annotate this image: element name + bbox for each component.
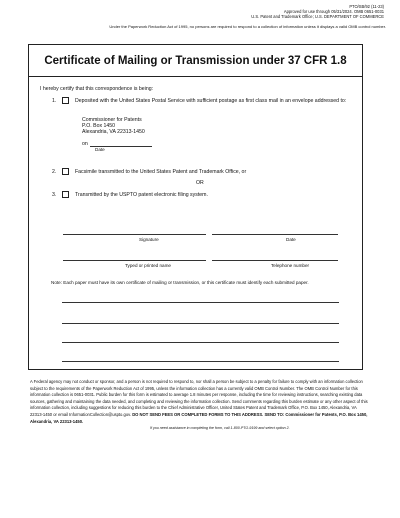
option-2-text: Facsimile transmitted to the United States Patent and Trademark Office, or xyxy=(75,169,247,175)
paper-id-line-2[interactable] xyxy=(62,323,339,324)
on-label: on xyxy=(82,141,88,147)
paper-id-line-3[interactable] xyxy=(62,342,339,343)
telephone-field[interactable] xyxy=(212,260,338,261)
agency-line: U.S. Patent and Trademark Office; U.S. DEPARTMENT OF COMMERCE xyxy=(251,14,384,19)
typed-name-label: Typed or printed name xyxy=(125,263,171,268)
option-1-checkbox[interactable] xyxy=(62,97,69,104)
certificate-frame xyxy=(28,44,363,370)
option-2-number: 2. xyxy=(52,169,57,175)
option-2-checkbox[interactable] xyxy=(62,168,69,175)
intro-text: I hereby certify that this correspondence is being: xyxy=(40,86,154,92)
omb-approval: Approved for use through 05/31/2024. OMB 0651-0031 xyxy=(283,9,384,14)
telephone-label: Telephone number xyxy=(271,263,310,268)
burden-text: A Federal agency may not conduct or sponsor, and a person is not required to respond to, nor shall a person be subject to a penalty for failure to comply with an information collection subject to the requirements of the Paperwork Reduction Act of 1995, unless the information collection has a currently valid OMB Control Number. The OMB Control Number for this information collection is 0651-0031. Public burden for this form is estimated to average 1.8 minutes per response, including the time for reviewing instructions, searching existing data sources, gathering and maintaining the data needed, and completing and reviewing the information collection. Send comments regarding this burden estimate or any other aspect of this information collection, including suggestions for reducing this burden to the Chief Administrative Officer, United States Patent and Trademark Office, P.O. Box 1450, Alexandria, VA 22313-1450 or email InformationCollection@uspto.gov. xyxy=(30,379,368,417)
burden-statement xyxy=(30,379,370,425)
assistance-note: If you need assistance in completing the form, call 1-800-PTO-9199 and select option 2. xyxy=(150,426,290,430)
date-field[interactable] xyxy=(212,234,338,235)
signature-label: Signature xyxy=(139,237,159,242)
paperwork-notice: Under the Paperwork Reduction Act of 1995, no persons are required to respond to a collection of information unless it displays a valid OMB control number. xyxy=(109,24,386,29)
send-to-notice: DO NOT SEND FEES OR COMPLETED FORMS TO THIS ADDRESS. SEND TO: Commissioner for Patents, P.O. Box 1450, Alexandria, VA 22313-1450. xyxy=(30,411,368,424)
paper-id-line-1[interactable] xyxy=(62,302,339,303)
option-3-checkbox[interactable] xyxy=(62,191,69,198)
address-line-1: Commissioner for Patents xyxy=(82,117,142,123)
paper-id-line-4[interactable] xyxy=(62,361,339,362)
option-1-number: 1. xyxy=(52,98,57,104)
or-label: OR xyxy=(196,180,204,186)
address-line-2: P.O. Box 1450 xyxy=(82,123,116,129)
certificate-title: Certificate of Mailing or Transmission under 37 CFR 1.8 xyxy=(29,45,362,77)
signature-field[interactable] xyxy=(63,234,206,235)
note-text: Note: Each paper must have its own certificate of mailing or transmission, or this certificate must identify each submitted paper. xyxy=(51,280,309,285)
address-line-3: Alexandria, VA 22313-1450 xyxy=(82,129,145,135)
form-number: PTO/SB/92 (11-23) xyxy=(349,4,384,9)
date-label: Date xyxy=(286,237,296,242)
option-3-text: Transmitted by the USPTO patent electronic filing system. xyxy=(75,192,208,198)
mailing-date-label: Date xyxy=(95,147,105,152)
option-3-number: 3. xyxy=(52,192,57,198)
option-1-text: Deposited with the United States Postal Service with sufficient postage as first class mail in an envelope addressed to: xyxy=(75,98,347,104)
typed-name-field[interactable] xyxy=(63,260,206,261)
